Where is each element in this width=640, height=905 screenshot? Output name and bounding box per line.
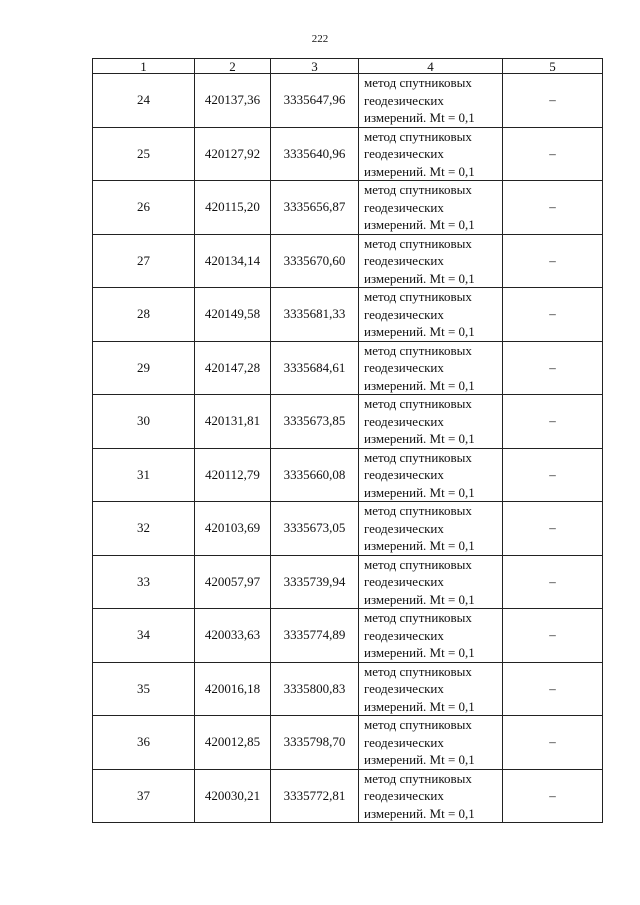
point-number-cell: 29 — [93, 341, 195, 395]
method-text-line: измерений. Mt = 0,1 — [364, 110, 475, 125]
method-text-line: геодезических — [364, 788, 444, 803]
x-coordinate-cell: 420149,58 — [195, 288, 271, 342]
note-cell: – — [503, 181, 603, 235]
method-cell — [359, 448, 503, 502]
method-text-line: метод спутниковых — [364, 449, 472, 465]
x-coordinate-cell: 420127,92 — [195, 127, 271, 181]
method-text-line: геодезических — [364, 146, 444, 161]
x-coordinate-cell: 420131,81 — [195, 395, 271, 449]
table-row — [93, 395, 603, 449]
method-text-line: измерений. Mt = 0,1 — [364, 591, 475, 607]
header-cell-2: 2 — [195, 59, 271, 74]
method-text-line: геодезических — [364, 627, 444, 643]
table-row — [93, 662, 603, 716]
table-row — [93, 448, 603, 502]
method-text-line: геодезических — [364, 574, 444, 589]
method-cell — [359, 716, 503, 770]
method-text-line: геодезических — [364, 467, 444, 482]
y-coordinate-cell: 3335800,83 — [271, 662, 359, 716]
method-text-line: метод спутниковых — [364, 396, 472, 411]
note-cell: – — [503, 288, 603, 342]
table-row — [93, 609, 603, 663]
point-number-cell: 30 — [93, 395, 195, 449]
method-cell — [359, 181, 503, 235]
table-row — [93, 555, 603, 609]
method-text-line: метод спутниковых — [364, 503, 472, 518]
note-cell: – — [503, 716, 603, 770]
y-coordinate-cell: 3335798,70 — [271, 716, 359, 770]
method-text-line: метод спутниковых — [364, 75, 472, 90]
note-cell: – — [503, 555, 603, 609]
method-text-line: метод спутниковых — [364, 289, 472, 304]
page-number: 222 — [311, 33, 329, 45]
method-text-line: метод спутниковых — [364, 128, 472, 144]
method-text-line: метод спутниковых — [364, 770, 472, 786]
note-cell: – — [503, 448, 603, 502]
note-cell: – — [503, 234, 603, 288]
method-cell — [359, 341, 503, 395]
method-cell — [359, 502, 503, 556]
x-coordinate-cell: 420016,18 — [195, 662, 271, 716]
method-text-line: геодезических — [364, 199, 444, 215]
y-coordinate-cell: 3335660,08 — [271, 448, 359, 502]
point-number-cell: 36 — [93, 716, 195, 770]
method-text-line: измерений. Mt = 0,1 — [364, 217, 475, 232]
method-text-line: геодезических — [364, 520, 444, 536]
method-text-line: измерений. Mt = 0,1 — [364, 377, 475, 393]
table-row — [93, 74, 603, 128]
point-number-cell: 25 — [93, 127, 195, 181]
note-cell: – — [503, 127, 603, 181]
x-coordinate-cell: 420030,21 — [195, 769, 271, 823]
method-cell — [359, 288, 503, 342]
method-text-line: измерений. Mt = 0,1 — [364, 163, 475, 179]
note-cell: – — [503, 502, 603, 556]
x-coordinate-cell: 420012,85 — [195, 716, 271, 770]
table-row — [93, 716, 603, 770]
y-coordinate-cell: 3335739,94 — [271, 555, 359, 609]
method-cell — [359, 769, 503, 823]
method-text-line: измерений. Mt = 0,1 — [364, 645, 475, 660]
table-row — [93, 502, 603, 556]
method-cell — [359, 555, 503, 609]
table-row — [93, 288, 603, 342]
method-text-line: измерений. Mt = 0,1 — [364, 538, 475, 553]
point-number-cell: 31 — [93, 448, 195, 502]
method-text-line: геодезических — [364, 360, 444, 375]
method-text-line: геодезических — [364, 681, 444, 696]
method-text-line: геодезических — [364, 92, 444, 108]
y-coordinate-cell: 3335673,85 — [271, 395, 359, 449]
table-row — [93, 234, 603, 288]
method-text-line: измерений. Mt = 0,1 — [364, 484, 475, 500]
method-text-line: измерений. Mt = 0,1 — [364, 698, 475, 714]
point-number-cell: 33 — [93, 555, 195, 609]
method-text-line: измерений. Mt = 0,1 — [364, 324, 475, 339]
method-text-line: геодезических — [364, 306, 444, 322]
x-coordinate-cell: 420033,63 — [195, 609, 271, 663]
y-coordinate-cell: 3335774,89 — [271, 609, 359, 663]
x-coordinate-cell: 420115,20 — [195, 181, 271, 235]
x-coordinate-cell: 420137,36 — [195, 74, 271, 128]
method-text-line: метод спутниковых — [364, 663, 472, 679]
method-text-line: метод спутниковых — [364, 342, 472, 358]
point-number-cell: 24 — [93, 74, 195, 128]
note-cell: – — [503, 341, 603, 395]
table-row — [93, 769, 603, 823]
point-number-cell: 28 — [93, 288, 195, 342]
x-coordinate-cell: 420147,28 — [195, 341, 271, 395]
x-coordinate-cell: 420057,97 — [195, 555, 271, 609]
y-coordinate-cell: 3335673,05 — [271, 502, 359, 556]
table-row — [93, 341, 603, 395]
x-coordinate-cell: 420103,69 — [195, 502, 271, 556]
method-text-line: метод спутниковых — [364, 235, 472, 251]
y-coordinate-cell: 3335684,61 — [271, 341, 359, 395]
method-cell — [359, 234, 503, 288]
header-cell-3: 3 — [271, 59, 359, 74]
method-cell — [359, 395, 503, 449]
point-number-cell: 27 — [93, 234, 195, 288]
point-number-cell: 26 — [93, 181, 195, 235]
point-number-cell: 35 — [93, 662, 195, 716]
method-text-line: геодезических — [364, 734, 444, 750]
method-cell — [359, 609, 503, 663]
method-text-line: геодезических — [364, 413, 444, 429]
y-coordinate-cell: 3335640,96 — [271, 127, 359, 181]
method-text-line: метод спутниковых — [364, 717, 472, 732]
y-coordinate-cell: 3335772,81 — [271, 769, 359, 823]
method-text-line: метод спутниковых — [364, 182, 472, 197]
header-cell-5: 5 — [503, 59, 603, 74]
y-coordinate-cell: 3335656,87 — [271, 181, 359, 235]
header-cell-1: 1 — [93, 59, 195, 74]
point-number-cell: 37 — [93, 769, 195, 823]
note-cell: – — [503, 74, 603, 128]
note-cell: – — [503, 769, 603, 823]
header-cell-4: 4 — [359, 59, 503, 74]
y-coordinate-cell: 3335670,60 — [271, 234, 359, 288]
table-row — [93, 127, 603, 181]
y-coordinate-cell: 3335647,96 — [271, 74, 359, 128]
note-cell: – — [503, 662, 603, 716]
method-text-line: измерений. Mt = 0,1 — [364, 270, 475, 286]
x-coordinate-cell: 420112,79 — [195, 448, 271, 502]
method-text-line: геодезических — [364, 253, 444, 268]
note-cell: – — [503, 395, 603, 449]
method-text-line: метод спутниковых — [364, 610, 472, 625]
method-text-line: измерений. Mt = 0,1 — [364, 805, 475, 821]
y-coordinate-cell: 3335681,33 — [271, 288, 359, 342]
method-text-line: измерений. Mt = 0,1 — [364, 431, 475, 446]
table-row — [93, 181, 603, 235]
x-coordinate-cell: 420134,14 — [195, 234, 271, 288]
method-text-line: измерений. Mt = 0,1 — [364, 752, 475, 767]
point-number-cell: 34 — [93, 609, 195, 663]
method-cell — [359, 127, 503, 181]
method-cell — [359, 662, 503, 716]
coordinates-table — [92, 58, 603, 823]
method-cell — [359, 74, 503, 128]
table-header-row — [93, 59, 603, 74]
note-cell: – — [503, 609, 603, 663]
method-text-line: метод спутниковых — [364, 556, 472, 572]
point-number-cell: 32 — [93, 502, 195, 556]
